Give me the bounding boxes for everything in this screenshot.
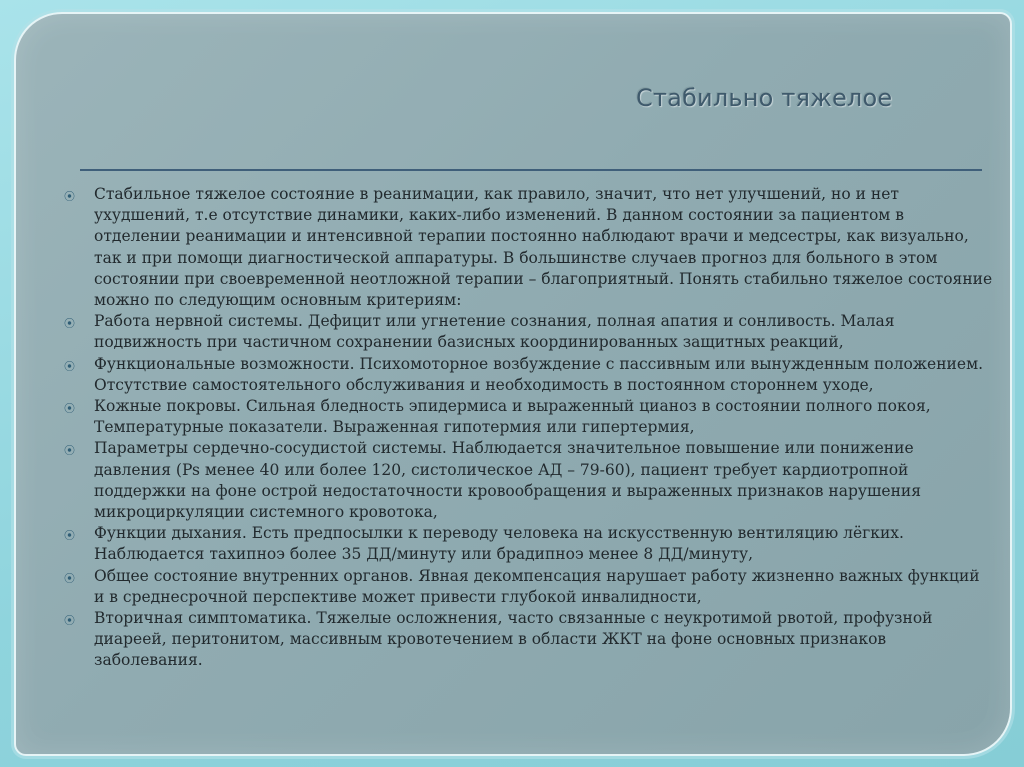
list-item xyxy=(64,608,994,672)
list-item xyxy=(64,438,994,523)
list-item-text: Стабильное тяжелое состояние в реанимации, как правило, значит, что нет улучшений, но и нет ухудшений, т.е отсутствие динамики, каких-либо изменений. В данном состоянии за пациентом в отделении реанимации и интенсивной терапии постоянно наблюдают врачи и медсестры, как визуально, так и при помощи диагностической аппаратуры. В большинстве случаев прогноз для больного в этом состоянии при своевременной неотложной терапии – благоприятный. Понять стабильно тяжелое состояние можно по следующим основным критериям: xyxy=(94,185,993,310)
list-item-text: Функции дыхания. Есть предпосылки к переводу человека на искусственную вентиляцию лёгких. Наблюдается тахипноэ более 35 ДД/минуту или брадипноэ менее 8 ДД/минуту, xyxy=(94,524,904,564)
list-item-text: Вторичная симптоматика. Тяжелые осложнения, часто связанные с неукротимой рвотой, профузной диареей, перитонитом, массивным кровотечением в области ЖКТ на фоне основных признаков заболевания. xyxy=(94,609,933,670)
bullet-icon: ⦿ xyxy=(64,444,75,458)
list-item xyxy=(64,311,994,353)
title-divider xyxy=(80,169,982,171)
list-item xyxy=(64,566,994,608)
list-item-text: Функциональные возможности. Психомоторное возбуждение с пассивным или вынужденным положением. Отсутствие самостоятельного обслуживания и необходимость в постоянном стороннем уходе, xyxy=(94,354,984,394)
list-item xyxy=(64,523,994,565)
list-item-text: Общее состояние внутренних органов. Явная декомпенсация нарушает работу жизненно важных функций и в среднесрочной перспективе может привести глубокой инвалидности, xyxy=(94,566,980,606)
list-item xyxy=(64,184,994,311)
list-item-text: Работа нервной системы. Дефицит или угнетение сознания, полная апатия и сонливость. Малая подвижность при частичном сохранении базисных координированных защитных реакций, xyxy=(94,312,895,352)
bullet-icon: ⦿ xyxy=(64,571,75,585)
bullet-icon: ⦿ xyxy=(64,190,75,203)
list-item xyxy=(64,354,994,396)
bullet-icon: ⦿ xyxy=(64,317,75,331)
list-item-text: Параметры сердечно-сосудистой системы. Наблюдается значительное повышение или понижение давления (Ps менее 40 или более 120, систолическое АД – 79-60), пациент требует кардиотропной поддержки на фоне острой недостаточности кровообращения и выраженных признаков нарушения микроциркуляции системного кровотока, xyxy=(94,439,922,522)
bullet-icon: ⦿ xyxy=(64,529,75,543)
bullet-icon: ⦿ xyxy=(64,359,75,373)
bullet-icon: ⦿ xyxy=(64,402,75,416)
slide-card xyxy=(14,12,1012,756)
list-item xyxy=(64,396,994,438)
bullet-list xyxy=(64,184,994,672)
list-item-text: Кожные покровы. Сильная бледность эпидермиса и выраженный цианоз в состоянии полного покоя, Температурные показатели. Выраженная гипотермия или гипертермия, xyxy=(94,397,931,437)
bullet-icon: ⦿ xyxy=(64,614,75,628)
slide-title: Стабильно тяжелое xyxy=(636,84,893,112)
